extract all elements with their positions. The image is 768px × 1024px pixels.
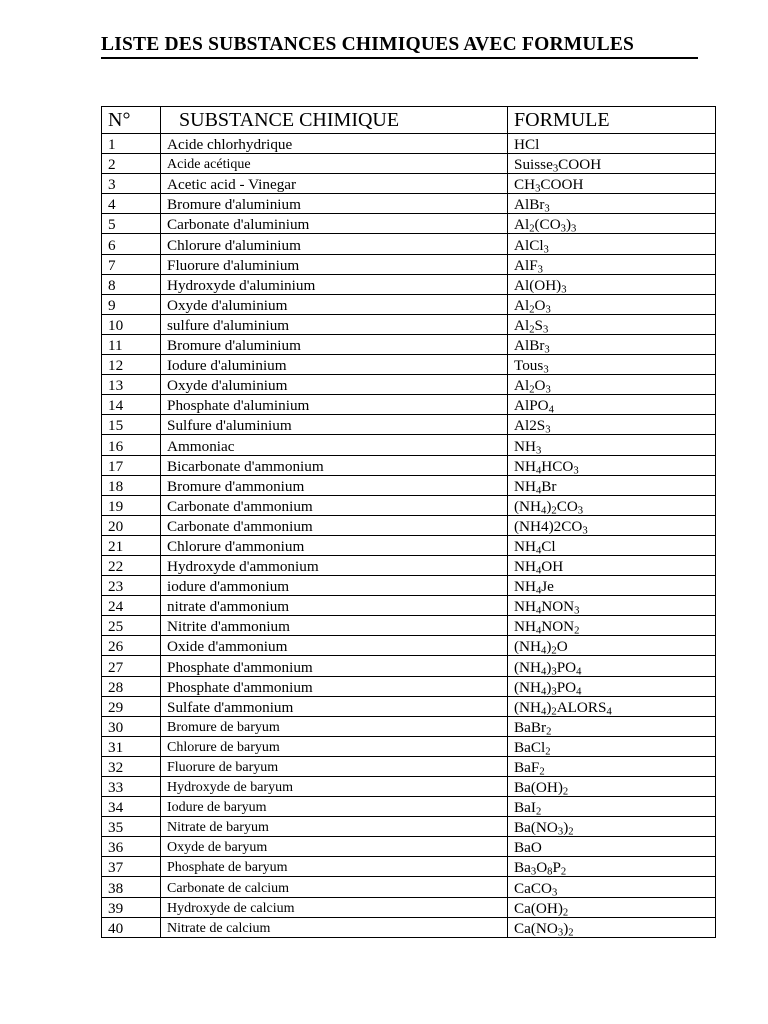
row-substance: Sulfate d'ammonium [161,696,508,716]
row-number: 37 [102,857,161,877]
row-substance: Nitrate de calcium [161,917,508,937]
table-row [102,897,716,917]
table-row [102,334,716,354]
row-formula: $Ba(NO_3)_2$ [508,817,716,837]
row-formula: $NH_4OH$ [508,555,716,575]
row-formula: $NH_4Je$ [508,576,716,596]
row-number: 7 [102,254,161,274]
row-formula: $Al_2O_3$ [508,294,716,314]
row-number: 9 [102,294,161,314]
row-number: 30 [102,716,161,736]
row-substance: Iodure de baryum [161,797,508,817]
row-number: 22 [102,555,161,575]
header-substance: SUBSTANCE CHIMIQUE [161,107,508,134]
row-formula: $Ca(NO_3)_2$ [508,917,716,937]
row-substance: Bromure d'aluminium [161,334,508,354]
row-number: 10 [102,314,161,334]
row-formula: BaCl$_2$ [508,736,716,756]
row-substance: Acetic acid - Vinegar [161,174,508,194]
row-formula: Suisse$_3$COOH [508,154,716,174]
table-row [102,676,716,696]
row-number: 38 [102,877,161,897]
row-formula: $Al_2(CO_3)_3$ [508,214,716,234]
row-number: 11 [102,334,161,354]
table-row [102,636,716,656]
row-number: 15 [102,415,161,435]
table-row [102,696,716,716]
row-formula: $(NH4)2CO_3$ [508,515,716,535]
table-row [102,134,716,154]
row-formula: BaI$_2$ [508,797,716,817]
table-row [102,736,716,756]
row-number: 23 [102,576,161,596]
table-row [102,716,716,736]
table-row [102,515,716,535]
table-header-row [102,107,716,134]
row-substance: iodure d'ammonium [161,576,508,596]
table-row [102,314,716,334]
title-underline [101,57,698,59]
row-number: 13 [102,375,161,395]
row-substance: Phosphate d'ammonium [161,656,508,676]
row-substance: Fluorure d'aluminium [161,254,508,274]
row-substance: Carbonate d'aluminium [161,214,508,234]
row-number: 34 [102,797,161,817]
row-substance: sulfure d'aluminium [161,314,508,334]
row-formula: $NH_4Br$ [508,475,716,495]
row-number: 12 [102,355,161,375]
row-number: 16 [102,435,161,455]
table-row [102,234,716,254]
table-row [102,375,716,395]
table-row [102,274,716,294]
row-formula: BaO [508,837,716,857]
row-number: 35 [102,817,161,837]
row-substance: Oxyde d'aluminium [161,294,508,314]
row-formula: AlPO$_4$ [508,395,716,415]
row-substance: nitrate d'ammonium [161,596,508,616]
table-row [102,656,716,676]
row-number: 32 [102,756,161,776]
row-formula: $(NH_4)_2CO_3$ [508,495,716,515]
row-number: 40 [102,917,161,937]
row-formula: HCl [508,134,716,154]
table-row [102,616,716,636]
table-row [102,214,716,234]
row-formula: $(NH_4)_3PO_4$ [508,656,716,676]
row-number: 27 [102,656,161,676]
table-row [102,917,716,937]
row-number: 6 [102,234,161,254]
row-substance: Phosphate d'aluminium [161,395,508,415]
row-number: 39 [102,897,161,917]
row-formula: $NH_4NON_2$ [508,616,716,636]
row-number: 17 [102,455,161,475]
table-row [102,555,716,575]
table-row [102,194,716,214]
row-formula: $(NH_4)_2ALORS_4$ [508,696,716,716]
row-substance: Acide acétique [161,154,508,174]
row-substance: Acide chlorhydrique [161,134,508,154]
row-formula: $(NH_4)_2O$ [508,636,716,656]
row-substance: Chlorure d'aluminium [161,234,508,254]
row-substance: Oxyde de baryum [161,837,508,857]
table-row [102,756,716,776]
row-substance: Ammoniac [161,435,508,455]
row-number: 8 [102,274,161,294]
row-substance: Carbonate de calcium [161,877,508,897]
table-row [102,154,716,174]
row-formula: $Ba_3O_8P_2$ [508,857,716,877]
row-substance: Chlorure d'ammonium [161,535,508,555]
row-substance: Hydroxyde d'aluminium [161,274,508,294]
table-row [102,294,716,314]
table-row [102,455,716,475]
table-row [102,535,716,555]
row-substance: Oxide d'ammonium [161,636,508,656]
table-row [102,475,716,495]
row-formula: $Ca(OH)_2$ [508,897,716,917]
table-row [102,877,716,897]
row-number: 5 [102,214,161,234]
table-row [102,174,716,194]
table-row [102,355,716,375]
header-number: N° [102,107,161,134]
table-body [102,134,716,938]
row-number: 26 [102,636,161,656]
row-formula: $NH_4Cl$ [508,535,716,555]
row-number: 36 [102,837,161,857]
substances-table [101,106,716,938]
row-formula: $NH_3$ [508,435,716,455]
table-row [102,837,716,857]
table-row [102,415,716,435]
row-substance: Hydroxyde de baryum [161,777,508,797]
row-formula: BaF$_2$ [508,756,716,776]
row-substance: Oxyde d'aluminium [161,375,508,395]
row-substance: Fluorure de baryum [161,756,508,776]
document-title: LISTE DES SUBSTANCES CHIMIQUES AVEC FORMULES [101,34,635,55]
row-number: 4 [102,194,161,214]
row-number: 3 [102,174,161,194]
row-substance: Chlorure de baryum [161,736,508,756]
row-number: 33 [102,777,161,797]
row-number: 19 [102,495,161,515]
row-formula: AlF$_3$ [508,254,716,274]
table-row [102,797,716,817]
row-formula: CaCO$_3$ [508,877,716,897]
row-formula: Tous$_3$ [508,355,716,375]
row-formula: $NH_4HCO_3$ [508,455,716,475]
row-number: 20 [102,515,161,535]
row-formula: $Al_2O_3$ [508,375,716,395]
row-substance: Bromure d'aluminium [161,194,508,214]
table-row [102,576,716,596]
row-formula: $Al(OH)_3$ [508,274,716,294]
table-row [102,857,716,877]
row-number: 25 [102,616,161,636]
table-row [102,395,716,415]
row-number: 28 [102,676,161,696]
row-number: 24 [102,596,161,616]
row-number: 2 [102,154,161,174]
row-substance: Bromure d'ammonium [161,475,508,495]
row-substance: Phosphate de baryum [161,857,508,877]
row-formula: BaBr$_2$ [508,716,716,736]
row-formula: $Al2S_3$ [508,415,716,435]
row-substance: Bromure de baryum [161,716,508,736]
table-row [102,817,716,837]
row-substance: Iodure d'aluminium [161,355,508,375]
row-number: 31 [102,736,161,756]
row-substance: Sulfure d'aluminium [161,415,508,435]
row-substance: Bicarbonate d'ammonium [161,455,508,475]
row-formula: $Al_2S_3$ [508,314,716,334]
header-formula: FORMULE [508,107,716,134]
table-row [102,777,716,797]
row-formula: $NH_4NON_3$ [508,596,716,616]
row-number: 1 [102,134,161,154]
row-substance: Carbonate d'ammonium [161,515,508,535]
row-substance: Phosphate d'ammonium [161,676,508,696]
row-formula: AlBr$_3$ [508,194,716,214]
table-row [102,495,716,515]
row-substance: Hydroxyde de calcium [161,897,508,917]
row-formula: AlBr$_3$ [508,334,716,354]
row-formula: AlCl$_3$ [508,234,716,254]
table-row [102,596,716,616]
row-substance: Nitrate de baryum [161,817,508,837]
row-number: 14 [102,395,161,415]
row-substance: Hydroxyde d'ammonium [161,555,508,575]
table-row [102,254,716,274]
row-number: 29 [102,696,161,716]
row-formula: $CH_3COOH$ [508,174,716,194]
row-number: 21 [102,535,161,555]
row-number: 18 [102,475,161,495]
row-substance: Carbonate d'ammonium [161,495,508,515]
table-row [102,435,716,455]
row-formula: $(NH_4)_3PO_4$ [508,676,716,696]
row-substance: Nitrite d'ammonium [161,616,508,636]
row-formula: $Ba(OH)_2$ [508,777,716,797]
